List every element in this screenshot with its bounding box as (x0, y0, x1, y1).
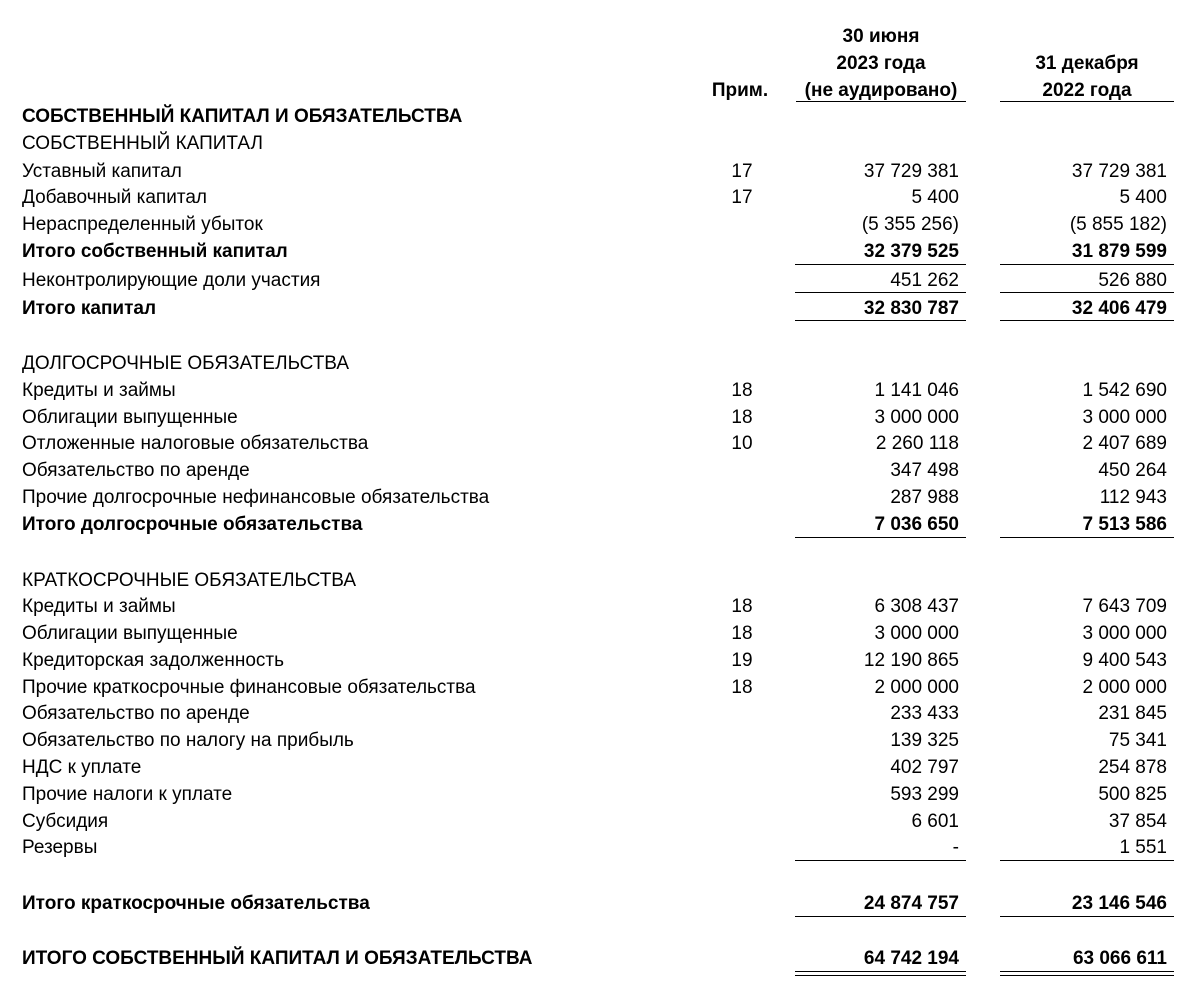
row-value-2023: 32 830 787 (863, 298, 959, 319)
grand-total-double-rule (795, 971, 966, 976)
row-value-2023: 3 000 000 (874, 623, 959, 644)
grand-total-row (0, 945, 1200, 972)
row-value-2022: 450 264 (1098, 460, 1167, 481)
row-label: Прочие краткосрочные финансовые обязательства (22, 677, 476, 698)
total-row (0, 890, 1200, 917)
table-row (0, 267, 1200, 294)
row-label: Резервы (22, 837, 98, 858)
row-label: НДС к уплате (22, 757, 142, 778)
row-value-2022: 1 551 (1119, 837, 1167, 858)
row-value-2023: 6 308 437 (874, 596, 959, 617)
row-value-2023: 7 036 650 (874, 514, 959, 535)
row-value-2022: 112 943 (1099, 487, 1167, 508)
table-row (0, 754, 1200, 781)
row-label: СОБСТВЕННЫЙ КАПИТАЛ И ОБЯЗАТЕЛЬСТВА (22, 106, 463, 127)
row-value-2023: 347 498 (890, 460, 959, 481)
row-note: 10 (731, 433, 753, 454)
table-row (0, 834, 1200, 861)
column-header-line: 31 декабря (1035, 53, 1139, 74)
subtotal-rule (1000, 860, 1174, 861)
row-label: Нераспределенный убыток (22, 214, 263, 235)
subtotal-rule (795, 292, 966, 293)
row-value-2022: 5 400 (1119, 187, 1167, 208)
row-value-2022: 63 066 611 (1072, 948, 1167, 969)
table-row (0, 158, 1200, 185)
row-value-2022: 23 146 546 (1071, 893, 1167, 914)
row-value-2023: 451 262 (890, 270, 959, 291)
row-value-2023: (5 355 256) (861, 214, 959, 235)
row-value-2023: 2 260 118 (875, 433, 959, 454)
row-value-2023: 593 299 (890, 784, 959, 805)
row-label: Кредиты и займы (22, 380, 176, 401)
row-value-2022: 3 000 000 (1082, 407, 1167, 428)
table-row (0, 211, 1200, 238)
grand-total-double-rule (1000, 971, 1174, 976)
total-rule (795, 537, 966, 538)
row-value-2023: 3 000 000 (874, 407, 959, 428)
row-value-2022: 500 825 (1098, 784, 1167, 805)
row-label: Обязательство по аренде (22, 703, 250, 724)
row-note: 17 (731, 187, 753, 208)
total-rule (1000, 916, 1174, 917)
row-value-2023: - (952, 837, 959, 858)
row-label: Уставный капитал (22, 161, 182, 182)
table-row (0, 457, 1200, 484)
row-label: Добавочный капитал (22, 187, 207, 208)
row-value-2022: 75 341 (1108, 730, 1167, 751)
table-row (0, 700, 1200, 727)
total-row (0, 511, 1200, 538)
table-row (0, 674, 1200, 701)
subtotal-rule (795, 264, 966, 265)
row-value-2022: 1 542 690 (1082, 380, 1167, 401)
row-value-2022: 37 729 381 (1071, 161, 1167, 182)
header-underline (1000, 101, 1174, 102)
row-value-2022: 7 513 586 (1082, 514, 1167, 535)
table-row (0, 404, 1200, 431)
row-label: Облигации выпущенные (22, 407, 238, 428)
column-header-line: 30 июня (842, 26, 920, 47)
table-row (0, 377, 1200, 404)
column-header-dec-2022 (1000, 50, 1174, 104)
row-label: Субсидия (22, 811, 109, 832)
column-header-line: 2023 года (836, 53, 926, 74)
section-heading (0, 130, 1200, 157)
subtotal-rule (795, 860, 966, 861)
table-row (0, 593, 1200, 620)
total-rule (1000, 537, 1174, 538)
row-label: Итого краткосрочные обязательства (22, 893, 370, 914)
row-value-2023: 402 797 (890, 757, 959, 778)
row-value-2022: 31 879 599 (1071, 241, 1167, 262)
subtotal-rule (1000, 264, 1174, 265)
row-label: КРАТКОСРОЧНЫЕ ОБЯЗАТЕЛЬСТВА (22, 570, 357, 591)
row-value-2022: 37 854 (1108, 811, 1167, 832)
row-value-2022: 7 643 709 (1082, 596, 1167, 617)
column-header-line: (не аудировано) (804, 80, 958, 101)
row-value-2022: 526 880 (1098, 270, 1167, 291)
table-row (0, 620, 1200, 647)
row-value-2023: 24 874 757 (863, 893, 959, 914)
table-row (0, 184, 1200, 211)
row-value-2022: 231 845 (1098, 703, 1167, 724)
table-row (0, 484, 1200, 511)
row-value-2022: 3 000 000 (1082, 623, 1167, 644)
table-row (0, 430, 1200, 457)
subtotal-rule (1000, 292, 1174, 293)
row-label: Итого капитал (22, 298, 157, 319)
header-underline (796, 101, 966, 102)
total-rule (1000, 320, 1174, 321)
column-header-line: 2022 года (1042, 80, 1132, 101)
row-value-2023: 6 601 (911, 811, 959, 832)
row-label: Облигации выпущенные (22, 623, 238, 644)
total-rule (795, 916, 966, 917)
row-value-2023: 139 325 (890, 730, 959, 751)
row-value-2023: 64 742 194 (863, 948, 959, 969)
row-note: 18 (731, 380, 753, 401)
row-value-2023: 287 988 (890, 487, 959, 508)
row-label: ИТОГО СОБСТВЕННЫЙ КАПИТАЛ И ОБЯЗАТЕЛЬСТВА (22, 948, 533, 969)
row-value-2023: 12 190 865 (863, 650, 959, 671)
row-label: Отложенные налоговые обязательства (22, 433, 369, 454)
row-value-2023: 37 729 381 (863, 161, 959, 182)
row-value-2022: 2 000 000 (1082, 677, 1167, 698)
column-header-note: Прим. (711, 80, 769, 101)
row-label: Прочие налоги к уплате (22, 784, 233, 805)
row-note: 17 (731, 161, 753, 182)
row-label: Неконтролирующие доли участия (22, 270, 321, 291)
row-value-2022: 32 406 479 (1071, 298, 1167, 319)
row-note: 18 (731, 677, 753, 698)
row-value-2023: 5 400 (911, 187, 959, 208)
row-value-2023: 233 433 (890, 703, 959, 724)
row-value-2023: 1 141 046 (874, 380, 959, 401)
row-value-2022: 254 878 (1098, 757, 1167, 778)
row-value-2023: 32 379 525 (863, 241, 959, 262)
table-row (0, 781, 1200, 808)
row-label: Обязательство по налогу на прибыль (22, 730, 354, 751)
row-label: Прочие долгосрочные нефинансовые обязательства (22, 487, 490, 508)
row-value-2022: 2 407 689 (1082, 433, 1167, 454)
subtotal-row (0, 238, 1200, 265)
table-row (0, 808, 1200, 835)
table-row (0, 647, 1200, 674)
row-note: 18 (731, 623, 753, 644)
row-value-2022: (5 855 182) (1069, 214, 1167, 235)
row-label: Итого долгосрочные обязательства (22, 514, 363, 535)
row-label: Итого собственный капитал (22, 241, 288, 262)
row-value-2023: 2 000 000 (874, 677, 959, 698)
total-rule (795, 320, 966, 321)
section-title (0, 103, 1200, 130)
row-label: Кредиты и займы (22, 596, 176, 617)
table-row (0, 727, 1200, 754)
total-row (0, 295, 1200, 322)
row-label: ДОЛГОСРОЧНЫЕ ОБЯЗАТЕЛЬСТВА (22, 353, 350, 374)
section-heading (0, 350, 1200, 377)
row-label: Обязательство по аренде (22, 460, 250, 481)
column-header-june-2023 (796, 23, 966, 104)
section-heading (0, 567, 1200, 594)
row-note: 18 (731, 596, 753, 617)
row-note: 18 (731, 407, 753, 428)
row-value-2022: 9 400 543 (1082, 650, 1167, 671)
row-label: СОБСТВЕННЫЙ КАПИТАЛ (22, 133, 263, 154)
row-label: Кредиторская задолженность (22, 650, 285, 671)
row-note: 19 (731, 650, 753, 671)
